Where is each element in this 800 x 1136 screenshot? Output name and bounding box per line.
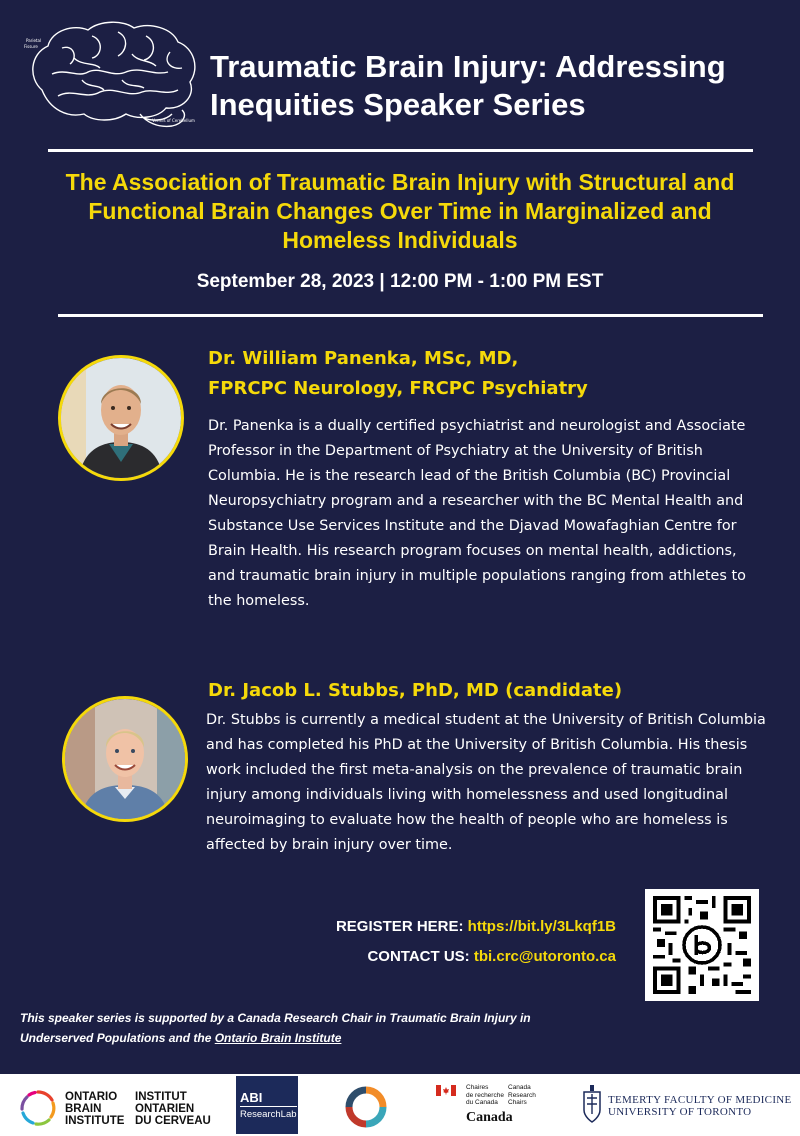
- canada-research-chairs-logo: [436, 1082, 536, 1130]
- svg-text:Parietal: Parietal: [26, 38, 42, 43]
- speaker-photo-stubbs: [62, 696, 188, 822]
- abi-subtitle: ResearchLab: [240, 1106, 297, 1120]
- crc-name-en: Canada Research Chairs: [508, 1084, 536, 1106]
- divider-top: [48, 149, 753, 152]
- canada-flag-icon: [436, 1085, 456, 1096]
- ontario-brain-institute-logo: [18, 1088, 218, 1128]
- speaker-name-panenka: [208, 344, 768, 404]
- abi-title: ABI: [240, 1090, 263, 1105]
- speaker-name-stubbs: Dr. Jacob L. Stubbs, PhD, MD (candidate): [208, 680, 623, 701]
- register-row: [336, 918, 616, 935]
- speaker-photo-panenka: [58, 355, 184, 481]
- contact-label: CONTACT US:: [367, 948, 470, 965]
- divider-bottom: [58, 314, 763, 317]
- university-crest-icon: [582, 1084, 602, 1124]
- speaker-name-line1: Dr. William Panenka, MSc, MD,: [208, 348, 519, 369]
- temerty-name: TEMERTY FACULTY OF MEDICINE UNIVERSITY OF TORONTO: [608, 1094, 792, 1118]
- speaker-bio-panenka: Dr. Panenka is a dually certified psychiatrist and neurologist and Associate Professor in the Department of Psychiatry at the University of British Columbia. He is the research lead of the British Columbia (BC) Provincial Neuropsychiatry program and a researcher with the BC Mental Health and Substance Use Services Institute and the Djavad Mowafaghian Centre for Brain Health. His research program focuses on mental health, addictions, and traumatic brain injury in multiple populations ranging from athletes to the homeless.: [208, 418, 746, 609]
- svg-text:Fissure: Fissure: [24, 44, 38, 49]
- obi-name-fr: INSTITUT ONTARIEN DU CERVEAU: [135, 1091, 211, 1127]
- footer-logos: [0, 1074, 800, 1136]
- abi-research-lab-logo: [236, 1076, 298, 1134]
- obi-ring-icon: [18, 1088, 58, 1128]
- ontario-brain-institute-link[interactable]: Ontario Brain Institute: [214, 1031, 342, 1045]
- cycle-logo-icon: [345, 1086, 387, 1128]
- register-label: REGISTER HERE:: [335, 918, 464, 935]
- event-date: September 28, 2023 | 12:00 PM - 1:00 PM EST: [196, 271, 604, 292]
- qr-code-icon[interactable]: [645, 889, 759, 1001]
- support-statement: [20, 1008, 600, 1048]
- series-title: Traumatic Brain Injury: Addressing Inequities Speaker Series: [210, 49, 726, 122]
- obi-name-en: ONTARIO BRAIN INSTITUTE: [65, 1091, 125, 1127]
- contact-row: [367, 948, 616, 965]
- canada-wordmark: Canada: [466, 1110, 513, 1125]
- temerty-faculty-logo: [578, 1084, 793, 1128]
- crc-name-fr: Chaires de recherche du Canada: [466, 1084, 504, 1106]
- support-text: This speaker series is supported by a Canada Research Chair in Traumatic Brain Injury in Underserved Populations and the: [20, 1011, 531, 1045]
- speaker-name-line2: FPRCPC Neurology, FRCPC Psychiatry: [208, 378, 588, 399]
- speaker-bio-stubbs: Dr. Stubbs is currently a medical student at the University of British Columbia and has completed his PhD at the University of British Columbia. His thesis work included the first meta-analysis on the prevalence of traumatic brain injury among individuals living with homelessness and used longitudinal neuroimaging to evaluate how the health of people who are homeless is affected by brain injury over time.: [206, 712, 766, 853]
- svg-text:Vermis of Cerebellum: Vermis of Cerebellum: [152, 118, 195, 123]
- talk-title: The Association of Traumatic Brain Injury with Structural and Functional Brain Changes Over Time in Marginalized and Homeless Individuals: [65, 169, 735, 253]
- register-link[interactable]: https://bit.ly/3Lkqf1B: [467, 918, 616, 935]
- brain-illustration-icon: [22, 18, 204, 136]
- contact-email-link[interactable]: tbi.crc@utoronto.ca: [473, 948, 616, 965]
